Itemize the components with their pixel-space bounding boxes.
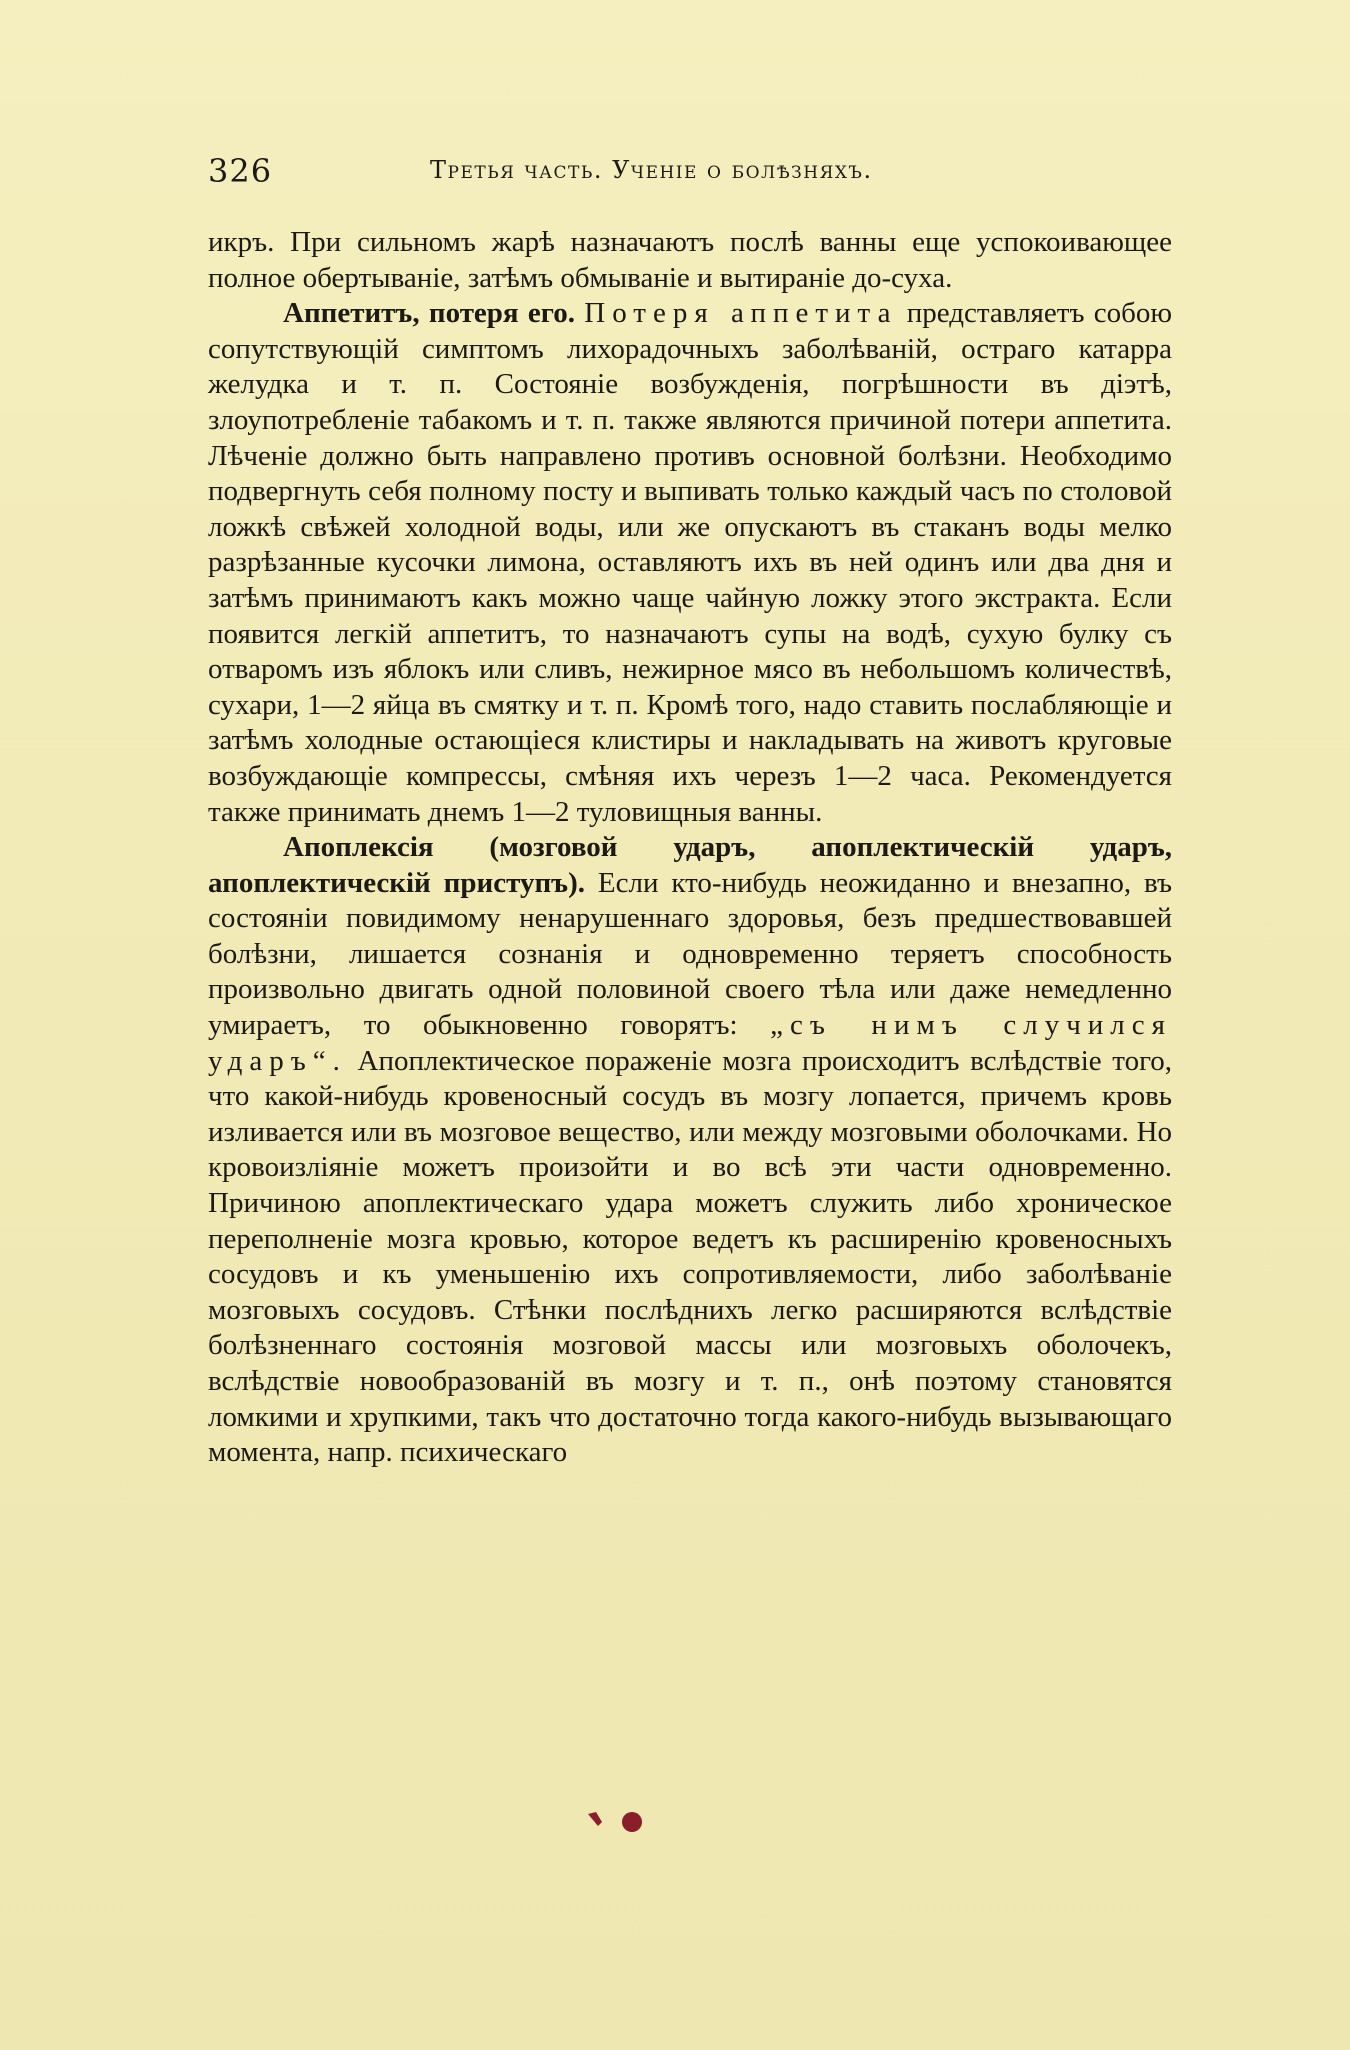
- paragraph-apoplexy-body-1: Если кто-нибудь неожиданно и внезапно, въ состояніи повидимому ненарушеннаго здоровья, безъ предшествовавшей болѣзни, лишается сознанія и одновременно теряетъ способность произвольно двигать одной половиной своего тѣла или даже немедленно умираетъ, то обыкновенно говорятъ:: [208, 866, 1173, 1042]
- paragraph-appetite-body: представляетъ собою сопутствующій симптомъ лихорадочныхъ заболѣваній, остраго катарра желудка и т. п. Состояніе возбужденія, погрѣшности въ діэтѣ, злоупотребленіе табакомъ и т. п. также являются причиной потери аппетита. Лѣченіе должно быть направлено противъ основной болѣзни. Необходимо подвергнуть себя полному посту и выпивать только каждый часъ по столовой ложкѣ свѣжей холодной воды, или же опускаютъ въ стаканъ воды мелко разрѣзанные кусочки лимона, оставляютъ ихъ въ ней одинъ или два дня и затѣмъ принимаютъ какъ можно чаще чайную ложку этого экстракта. Если появится легкій аппетитъ, то назначаютъ супы на водѣ, сухую булку съ отваромъ изъ яблокъ или сливъ, нежирное мясо въ небольшомъ количествѣ, сухари, 1—2 яйца въ смятку и т. п. Кромѣ того, надо ставить послабляющіе и затѣмъ холодные остающіеся клистиры и накладывать на животъ круговые возбуждающіе компрессы, смѣняя ихъ черезъ 1—2 часа. Рекомендуется также принимать днемъ 1—2 туловищныя ванны.: [208, 297, 1173, 828]
- spaced-emphasis-appetite: Потеря аппетита: [584, 297, 898, 330]
- page-number: 326: [208, 152, 273, 190]
- running-title: Третья часть. Ученіе о болѣзняхъ.: [430, 156, 873, 184]
- paragraph-apoplexy-body-2: Апоплектическое пораженіе мозга происходитъ вслѣдствіе того, что какой-нибудь кровеносный сосудъ въ мозгу лопается, причемъ кровь изливается или въ мозговое вещество, или между мозговыми оболочками. Но кровоизліяніе можетъ произойти и во всѣ эти части одновременно. Причиною апоплектическаго удара можетъ служить либо хроническое переполненіе мозга кровью, которое ведетъ къ расширенію кровеносныхъ сосудовъ и къ уменьшенію ихъ сопротивляемости, либо заболѣваніе мозговыхъ сосудовъ. Стѣнки послѣднихъ легко расширяются вслѣдствіе болѣзненнаго состоянія мозговой массы или мозговыхъ оболочекъ, вслѣдствіе новообразованій въ мозгу и т. п., онѣ поэтому становятся ломкими и хрупкими, такъ что достаточно тогда какого-нибудь вызывающаго момента, напр. психическаго: [208, 1044, 1172, 1469]
- paragraph-continuation: икръ. При сильномъ жарѣ назначаютъ послѣ ванны еще успокоивающее полное обертываніе, затѣмъ обмываніе и вытираніе до-суха.: [208, 226, 1172, 294]
- entry-heading-appetite: Аппетитъ, потеря его.: [283, 297, 575, 330]
- body-text: [208, 225, 1172, 1471]
- spaced-quote: „съ нимъ случился ударъ“.: [208, 1009, 1172, 1077]
- paragraph-appetite: [208, 296, 1172, 830]
- entry-heading-apoplexy: Апоплексія (мозговой ударъ, апоплектическій ударъ, апоплектическій приступъ).: [208, 831, 1172, 899]
- running-head: [208, 152, 1158, 192]
- printers-ornament-icon: [582, 1806, 652, 1836]
- paragraph-apoplexy: [208, 830, 1172, 1471]
